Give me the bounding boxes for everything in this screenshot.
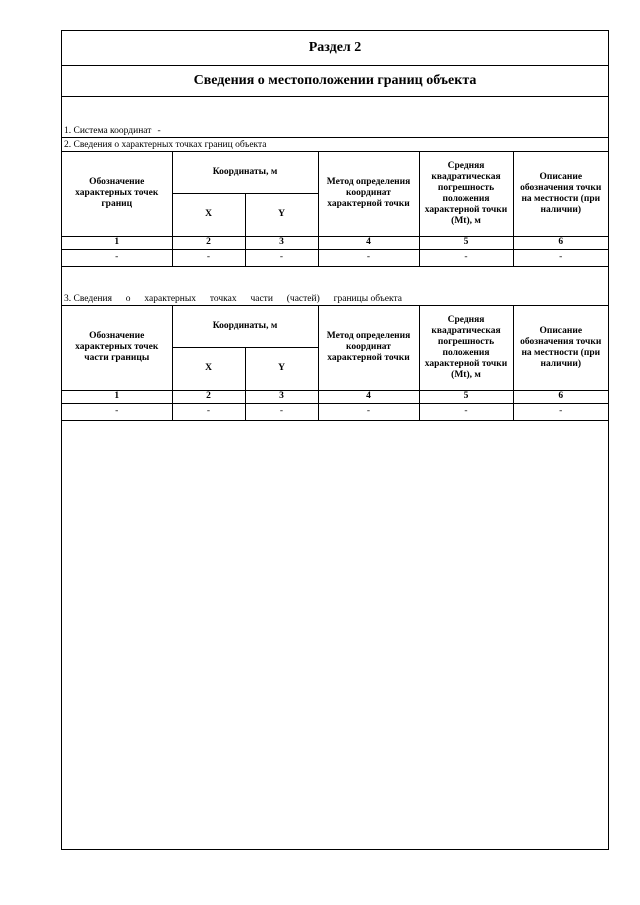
column-number: 5	[419, 390, 513, 403]
header-x: X	[172, 193, 245, 236]
table-cell: -	[172, 403, 245, 420]
table-cell: -	[172, 249, 245, 266]
header-x: X	[172, 347, 245, 390]
column-number: 2	[172, 390, 245, 403]
header-designation: Обозначение характерных точек части границы	[62, 306, 172, 390]
table-row	[62, 403, 608, 420]
column-number: 4	[318, 236, 419, 249]
boundary-points-table	[62, 152, 608, 267]
table-cell: -	[245, 403, 318, 420]
header-description: Описание обозначения точки на местности (при наличии)	[513, 152, 608, 236]
caption-word: (частей)	[286, 293, 320, 304]
header-error: Средняя квадратическая погрешность положения характерной точки (Mt), м	[419, 152, 513, 236]
header-y: Y	[245, 193, 318, 236]
column-number: 6	[513, 390, 608, 403]
table-cell: -	[419, 403, 513, 420]
header-coordinates: Координаты, м	[172, 152, 318, 193]
boundary-points-caption: 2. Сведения о характерных точках границ объекта	[62, 138, 608, 152]
table-cell: -	[419, 249, 513, 266]
column-number: 4	[318, 390, 419, 403]
caption-word: 3. Сведения	[64, 293, 112, 304]
part-points-caption	[62, 292, 608, 306]
table-cell: -	[318, 403, 419, 420]
header-designation: Обозначение характерных точек границ	[62, 152, 172, 236]
table-cell: -	[318, 249, 419, 266]
table-cell: -	[245, 249, 318, 266]
section-subtitle: Сведения о местоположении границ объекта	[62, 66, 608, 97]
header-method: Метод определения координат характерной точки	[318, 306, 419, 390]
coordinate-system-row	[62, 124, 608, 138]
header-description: Описание обозначения точки на местности (при наличии)	[513, 306, 608, 390]
table-cell: -	[513, 403, 608, 420]
coordinate-system-label: 1. Система координат	[64, 125, 152, 136]
header-error: Средняя квадратическая погрешность положения характерной точки (Mt), м	[419, 306, 513, 390]
caption-word: характерных	[144, 293, 197, 304]
column-number: 1	[62, 236, 172, 249]
header-coordinates: Координаты, м	[172, 306, 318, 347]
column-number: 6	[513, 236, 608, 249]
table-cell: -	[62, 249, 172, 266]
column-number: 3	[245, 390, 318, 403]
section-title: Раздел 2	[62, 31, 608, 66]
column-number: 1	[62, 390, 172, 403]
caption-word: о	[125, 293, 131, 304]
caption-word: точках	[209, 293, 237, 304]
column-number: 5	[419, 236, 513, 249]
document-frame	[61, 30, 609, 850]
column-number: 3	[245, 236, 318, 249]
part-points-table	[62, 306, 608, 421]
header-y: Y	[245, 347, 318, 390]
table-cell: -	[62, 403, 172, 420]
caption-word: части	[250, 293, 273, 304]
table-row	[62, 249, 608, 266]
coordinate-system-value: -	[157, 125, 161, 136]
header-method: Метод определения координат характерной точки	[318, 152, 419, 236]
table-cell: -	[513, 249, 608, 266]
caption-word: границы объекта	[333, 293, 402, 304]
column-number: 2	[172, 236, 245, 249]
